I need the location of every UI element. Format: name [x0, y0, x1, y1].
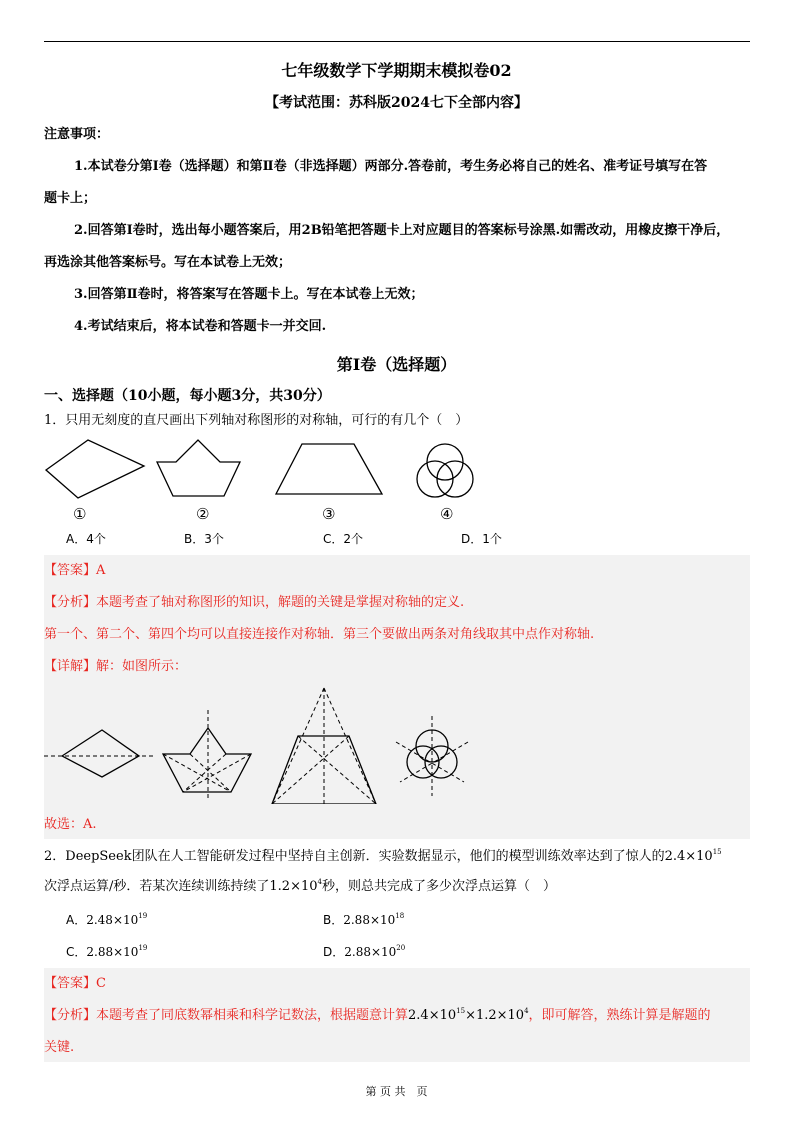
figure-kite: [46, 440, 144, 498]
figure-label-4: ④: [440, 505, 454, 523]
solution-boat: [163, 710, 251, 800]
figure-boat: [157, 440, 240, 496]
notice-item-2: 2.回答第Ⅰ卷时，选出每小题答案后，用2B铅笔把答题卡上对应题目的答案标号涂黑.如需改动，用橡皮擦干净后，: [74, 223, 730, 238]
notice-item-1: 1.本试卷分第Ⅰ卷（选择题）和第Ⅱ卷（非选择题）两部分.答卷前，考生务必将自己的姓名、准考证号填写在答: [74, 159, 708, 174]
q1-conclusion: 故选：A.: [44, 817, 97, 832]
q1-option-b: B．3个: [184, 532, 224, 546]
question-1-figures: [40, 434, 500, 524]
notice-item-1-cont: 题卡上；: [44, 191, 97, 206]
q1-analysis: 【分析】本题考查了轴对称图形的知识，解题的关键是掌握对称轴的定义.: [44, 595, 465, 610]
q1-option-d: D．1个: [461, 532, 502, 546]
notice-item-2-cont: 再选涂其他答案标号。写在本试卷上无效；: [44, 255, 292, 270]
q2-option-b: B．$2.88\times 10^{18}$: [323, 912, 405, 927]
q2-analysis-cont: 关键.: [44, 1040, 75, 1055]
figure-trefoil: [417, 444, 473, 497]
exam-scope: 【考试范围：苏科版2024七下全部内容】: [265, 95, 528, 111]
question-2-stem: 2．DeepSeek团队在人工智能研发过程中坚持自主创新．实验数据显示，他们的模型训练效率达到了惊人的$2.4\times 10^{15}$: [44, 848, 722, 864]
q1-option-c: C．2个: [323, 532, 364, 546]
solution-trapezoid: [272, 688, 376, 804]
q1-option-a: A．4个: [66, 532, 106, 546]
q1-answer: 【答案】A: [44, 563, 106, 578]
solution-kite: [44, 730, 154, 777]
page-title: 七年级数学下学期期末模拟卷02: [281, 61, 512, 80]
question-2-stem-cont: 次浮点运算/秒．若某次连续训练持续了$1.2\times 10^4$秒，则总共完成了多少次浮点运算（ ）: [44, 878, 556, 894]
section-title: 第Ⅰ卷（选择题）: [336, 355, 457, 374]
q1-solution-figures: [44, 686, 484, 804]
header-rule: [44, 41, 750, 42]
notice-heading: 注意事项：: [44, 127, 110, 142]
page-footer: 第 页 共 页: [365, 1085, 428, 1098]
q2-option-d: D．$2.88\times 10^{20}$: [323, 944, 406, 959]
q1-detail: 【详解】解：如图所示：: [44, 659, 188, 674]
notice-item-4: 4.考试结束后，将本试卷和答题卡一并交回.: [74, 319, 327, 334]
figure-label-1: ①: [73, 505, 87, 523]
q1-analysis-2: 第一个、第二个、第四个均可以直接连接作对称轴．第三个要做出两条对角线取其中点作对称轴.: [44, 627, 595, 642]
figure-trapezoid: [276, 444, 382, 494]
question-1-stem: 1．只用无刻度的直尺画出下列轴对称图形的对称轴，可行的有几个（ ）: [44, 413, 469, 428]
q2-analysis: 【分析】本题考查了同底数幂相乘和科学记数法，根据题意计算$2.4\times 10^{15}\times 1.2\times 10^4$，即可解答，熟练计算是解题的: [44, 1007, 711, 1023]
q2-answer: 【答案】C: [44, 976, 106, 991]
q2-option-c: C．$2.88\times 10^{19}$: [66, 944, 148, 959]
q2-option-a: A．$2.48\times 10^{19}$: [66, 912, 148, 927]
solution-trefoil: [396, 716, 468, 796]
figure-label-2: ②: [196, 505, 210, 523]
figure-label-3: ③: [322, 505, 336, 523]
part-heading: 一、选择题（10小题，每小题3分，共30分）: [44, 388, 331, 404]
notice-item-3: 3.回答第Ⅱ卷时，将答案写在答题卡上。写在本试卷上无效；: [74, 287, 424, 302]
